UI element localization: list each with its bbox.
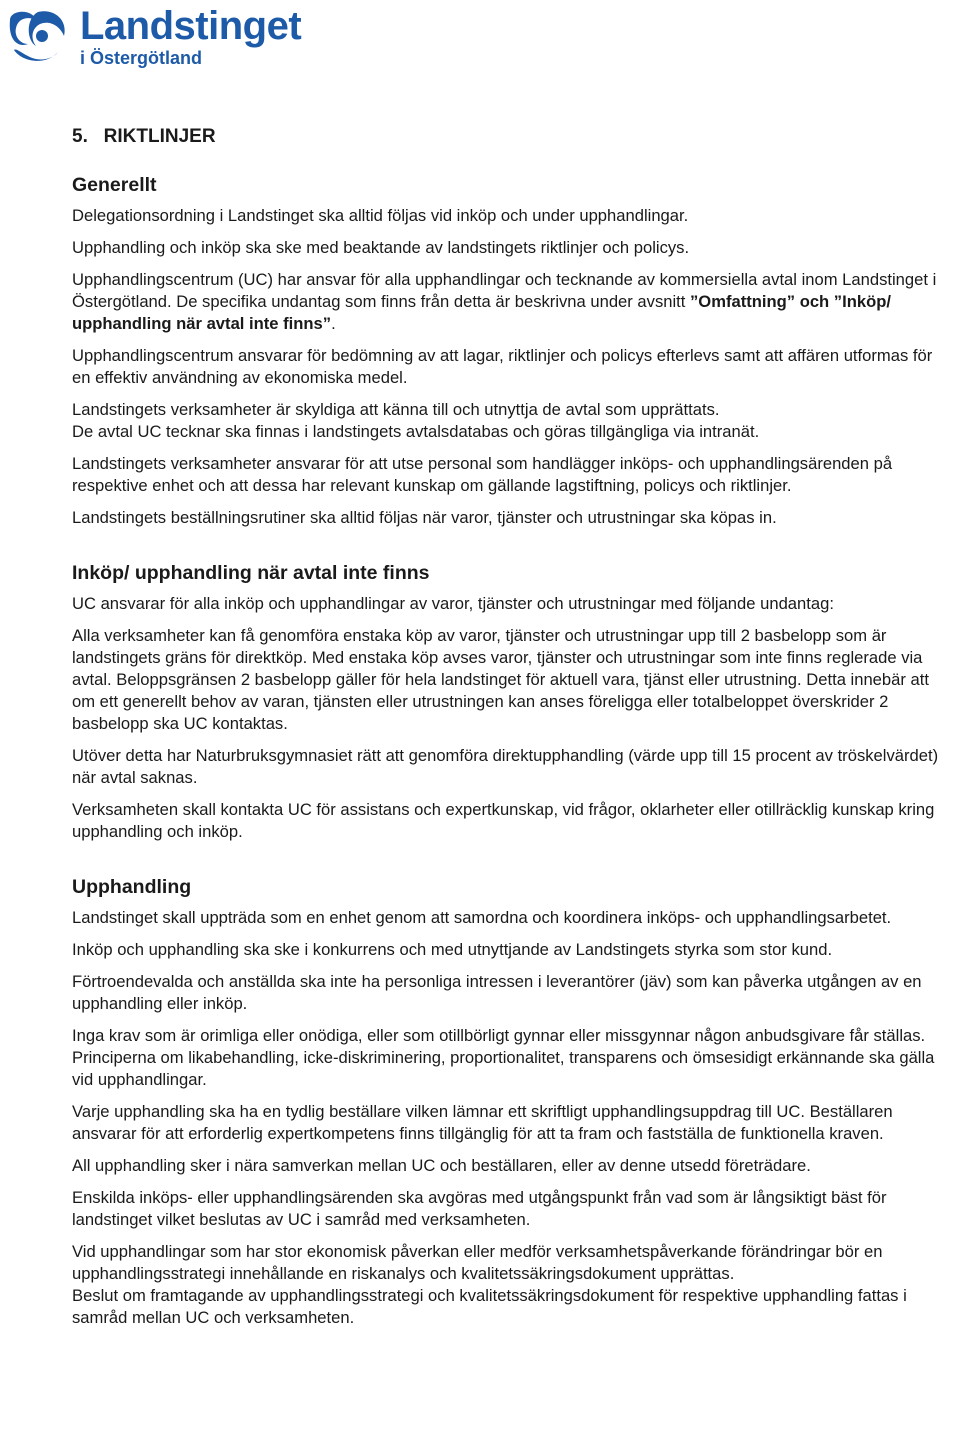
paragraph: Inköp och upphandling ska ske i konkurrens och med utnyttjande av Landstingets styrka som stor kund. xyxy=(72,940,833,959)
landstinget-logo xyxy=(2,4,302,72)
paragraph: Varje upphandling ska ha en tydlig beställare vilken lämnar ett skriftligt upphandlingsuppdrag till UC. Beställaren ansvarar för att erforderlig expertkompetens finns tillgänglig för att ta fram och fastställa de funktionella kraven. xyxy=(72,1102,893,1143)
paragraph: Inga krav som är orimliga eller onödiga, eller som otillbörligt gynnar eller missgynnar någon anbudsgivare får ställas. Principerna om likabehandling, icke-diskriminering, proportionalitet, transparens och ömsesidigt erkännande ska gälla vid upphandlingar. xyxy=(72,1026,935,1089)
logo-wordmark xyxy=(80,6,301,67)
heading-inkop: Inköp/ upphandling när avtal inte finns xyxy=(72,562,430,584)
paragraph: Vid upphandlingar som har stor ekonomisk påverkan eller medför verksamhetspåverkande förändringar bör en upphandlingsstrategi innehållande en riskanalys och kvalitetssäkringsdokument upprättas. xyxy=(72,1242,883,1283)
paragraph: Landstingets verksamheter ansvarar för att utse personal som handlägger inköps- och upphandlingsärenden på respektive enhet och att dessa har relevant kunskap om gällande lagstiftning, policys och riktlinjer. xyxy=(72,454,893,495)
paragraph: Verksamheten skall kontakta UC för assistans och expertkunskap, vid frågor, oklarheter eller otillräcklig kunskap kring upphandling och inköp. xyxy=(72,800,935,841)
paragraph: Upphandlingscentrum ansvarar för bedömning av att lagar, riktlinjer och policys efterlevs samt att affären utformas för en effektiv användning av ekonomiska medel. xyxy=(72,346,933,387)
logo-line-2: i Östergötland xyxy=(80,48,203,68)
paragraph: De avtal UC tecknar ska finnas i landstingets avtalsdatabas och göras tillgängliga via intranät. xyxy=(72,422,760,441)
paragraph: All upphandling sker i nära samverkan mellan UC och beställaren, eller av denne utsedd företrädare. xyxy=(72,1156,811,1175)
logo-line-1: Landstinget xyxy=(80,4,302,48)
paragraph: Förtroendevalda och anställda ska inte ha personliga intressen i leverantörer (jäv) som kan påverka utgången av en upphandling eller inköp. xyxy=(72,972,922,1013)
paragraph-text: . xyxy=(331,314,336,333)
section-title: 5. RIKTLINJER xyxy=(72,126,216,147)
logo-emblem-icon xyxy=(2,6,78,70)
paragraph: Enskilda inköps- eller upphandlingsärenden ska avgöras med utgångspunkt från vad som är långsiktigt bäst för landstinget vilket beslutas av UC i samråd med verksamheten. xyxy=(72,1188,887,1229)
paragraph: Upphandling och inköp ska ske med beaktande av landstingets riktlinjer och policys. xyxy=(72,238,690,257)
section-reference: ”Omfattning” och ”Inköp/ upphandling när avtal inte finns” xyxy=(72,292,891,333)
document-body xyxy=(72,124,952,1339)
paragraph: Delegationsordning i Landstinget ska alltid följas vid inköp och under upphandlingar. xyxy=(72,206,689,225)
paragraph: Landstinget skall uppträda som en enhet genom att samordna och koordinera inköps- och upphandlingsarbetet. xyxy=(72,908,892,927)
paragraph-text: Upphandlingscentrum (UC) har ansvar för alla upphandlingar och tecknande av kommersiella avtal inom Landstinget i Östergötland. De specifika undantag som finns från detta är beskrivna under avsnitt xyxy=(72,270,937,311)
paragraph: UC ansvarar för alla inköp och upphandlingar av varor, tjänster och utrustningar med följande undantag: xyxy=(72,594,834,613)
paragraph: Landstingets verksamheter är skyldiga att känna till och utnyttja de avtal som upprättats. xyxy=(72,400,720,419)
paragraph xyxy=(72,269,952,335)
paragraph: Landstingets beställningsrutiner ska alltid följas när varor, tjänster och utrustningar ska köpas in. xyxy=(72,508,777,527)
paragraph: Utöver detta har Naturbruksgymnasiet rätt att genomföra direktupphandling (värde upp till 15 procent av tröskelvärdet) när avtal saknas. xyxy=(72,746,939,787)
paragraph: Beslut om framtagande av upphandlingsstrategi och kvalitetssäkringsdokument för respektive upphandling fattas i samråd mellan UC och verksamheten. xyxy=(72,1286,907,1327)
heading-generellt: Generellt xyxy=(72,174,157,196)
paragraph: Alla verksamheter kan få genomföra enstaka köp av varor, tjänster och utrustningar upp till 2 basbelopp som är landstingets gräns för direktköp. Med enstaka köp avses varor, tjänster och utrustningar som inte finns reglerade via avtal. Beloppsgränsen 2 basbelopp gäller för hela landstinget för aktuell vara, tjänst eller utrustning. Detta innebär att om ett generellt behov av varan, tjänsten eller utrustningen kan anses föreligga eller totalbeloppet överskrider 2 basbelopp ska UC kontaktas. xyxy=(72,626,929,733)
heading-upphandling: Upphandling xyxy=(72,876,192,898)
